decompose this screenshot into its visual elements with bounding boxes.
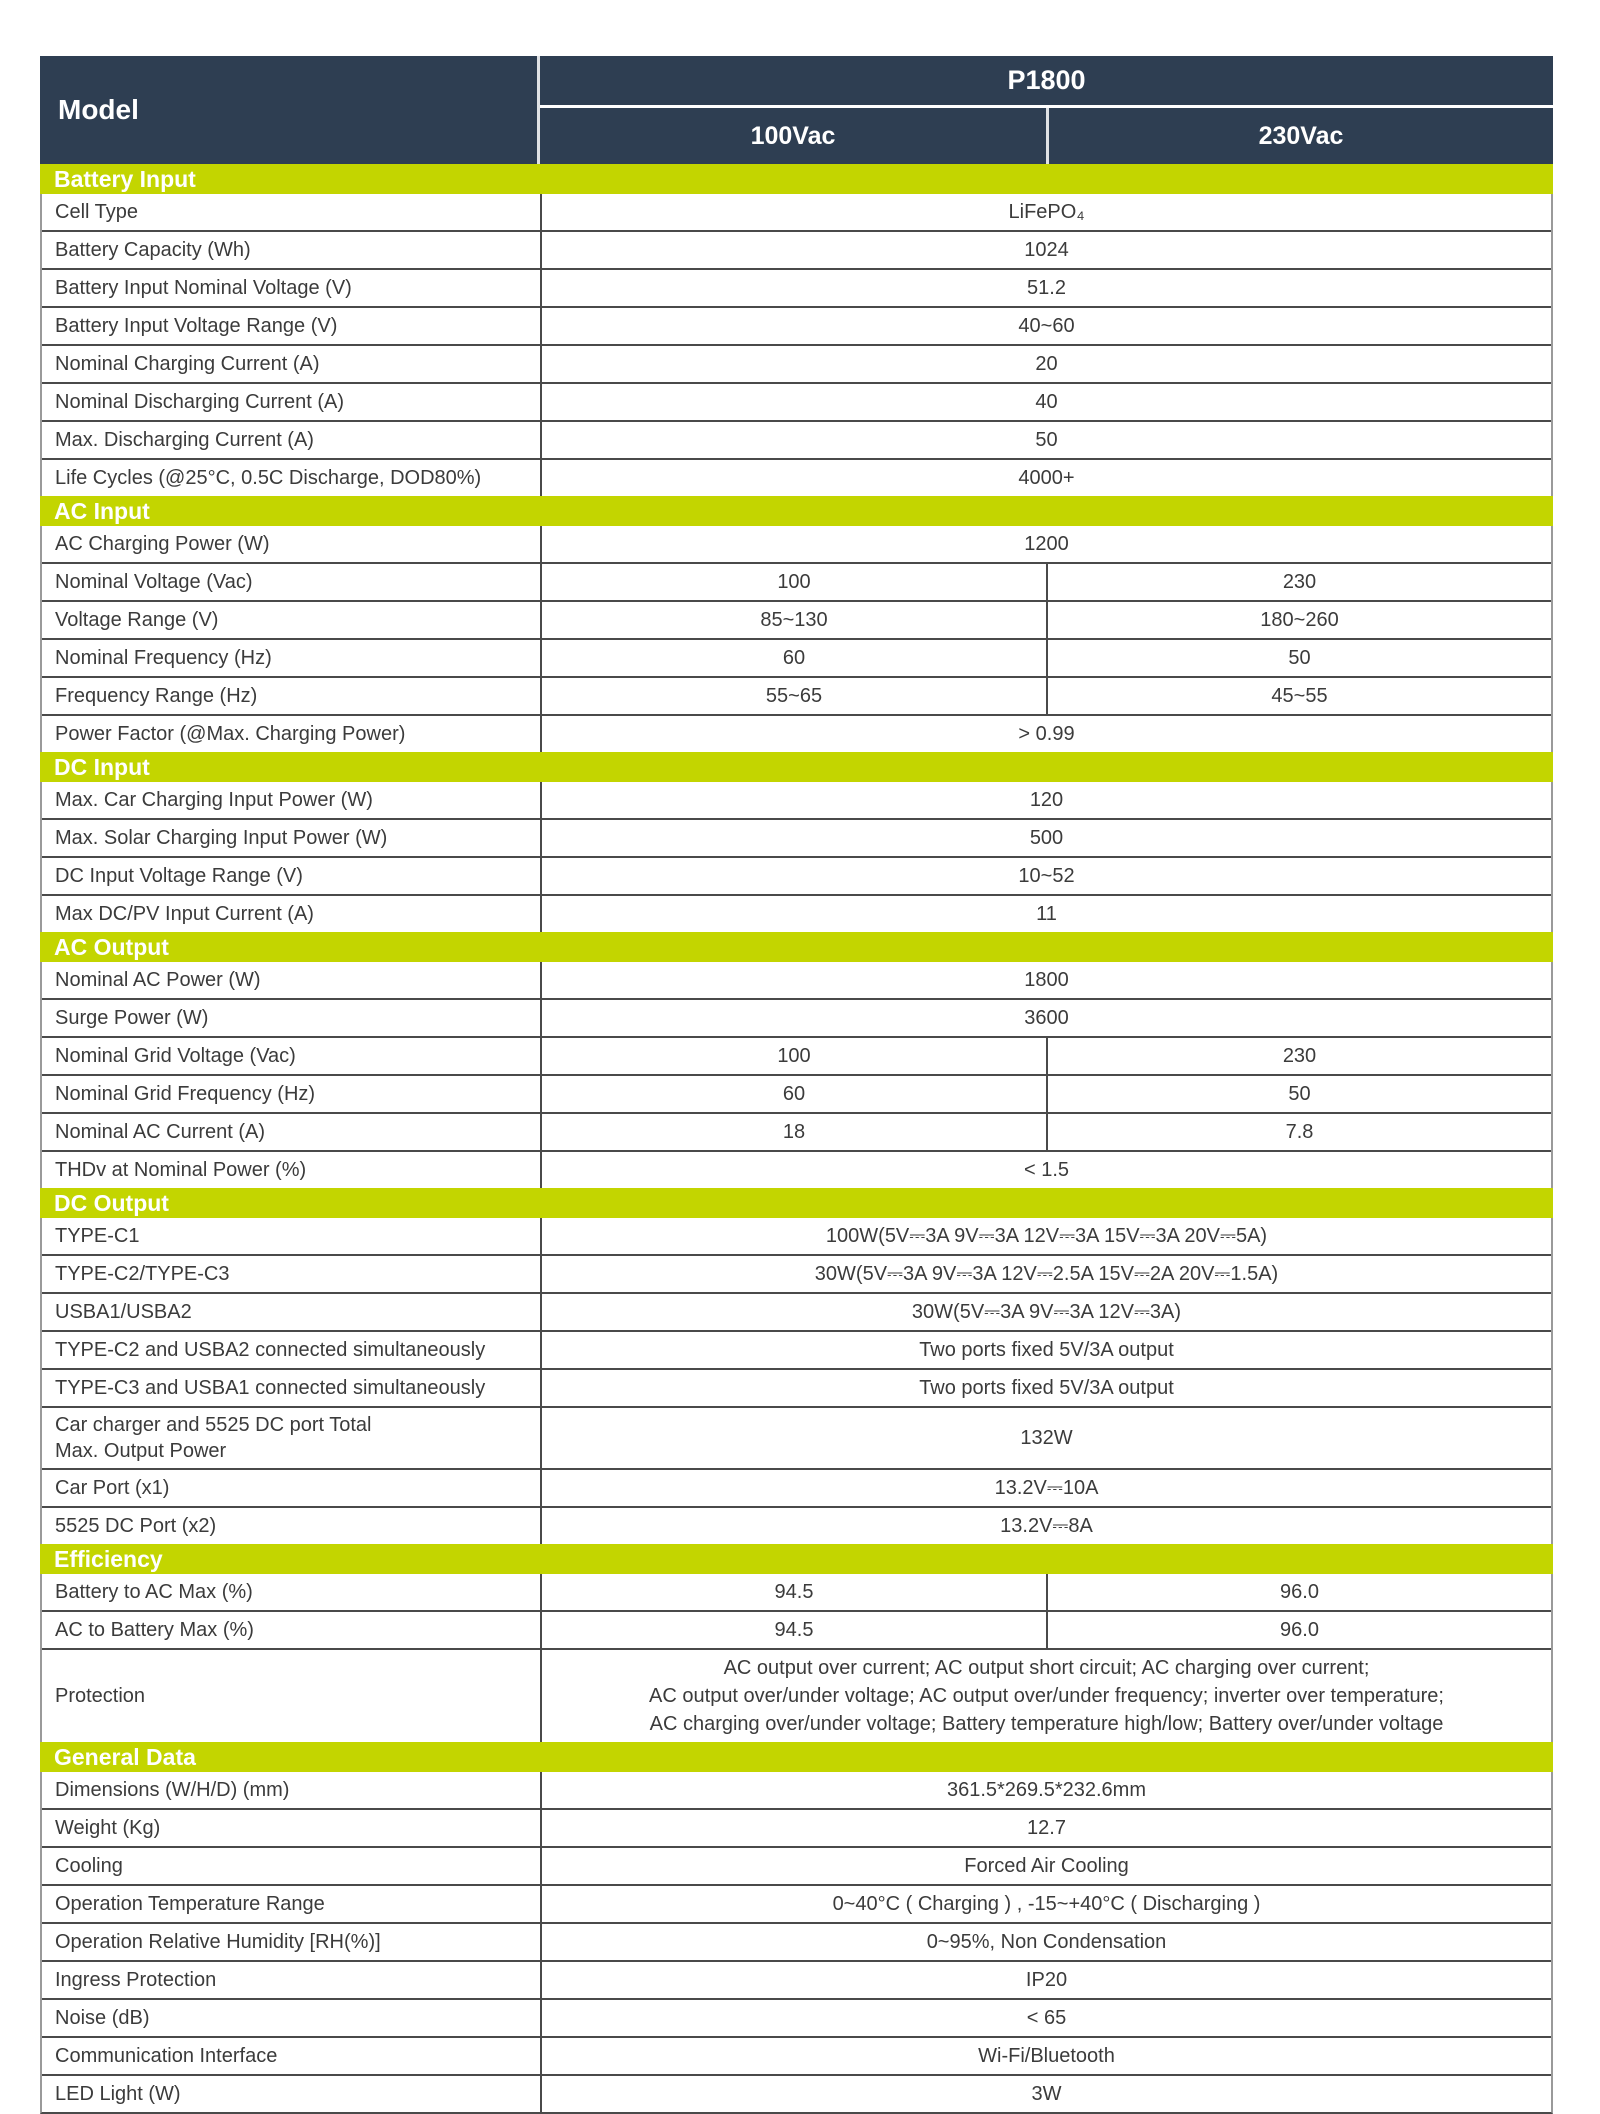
spec-row-max-discharging-current-a xyxy=(42,420,1551,458)
spec-label: AC to Battery Max (%) xyxy=(42,1612,542,1648)
spec-row-nominal-discharging-current-a xyxy=(42,382,1551,420)
spec-label: Operation Relative Humidity [RH(%)] xyxy=(42,1924,542,1960)
spec-value-230vac: 96.0 xyxy=(1280,1581,1319,1603)
spec-label: 5525 DC Port (x2) xyxy=(42,1508,542,1544)
section-header-efficiency: Efficiency xyxy=(40,1544,1553,1574)
spec-value-230vac: 45~55 xyxy=(1271,685,1328,707)
spec-value: 3600 xyxy=(1024,1007,1069,1029)
spec-row-communication-interface xyxy=(42,2036,1551,2074)
spec-value: < 65 xyxy=(1026,2007,1067,2029)
spec-row-surge-power-w xyxy=(42,998,1551,1036)
spec-value-230vac: 50 xyxy=(1288,1083,1311,1105)
spec-row-thdv-at-nominal-power xyxy=(42,1150,1551,1188)
spec-row-battery-to-ac-max xyxy=(42,1574,1551,1610)
spec-label: Max. Discharging Current (A) xyxy=(42,422,542,458)
spec-row-dimensions-w-h-d-mm xyxy=(42,1772,1551,1808)
spec-label: Cell Type xyxy=(42,194,542,230)
spec-value: 361.5*269.5*232.6mm xyxy=(946,1779,1147,1801)
spec-value: 120 xyxy=(1029,789,1064,811)
spec-label: Nominal AC Current (A) xyxy=(42,1114,542,1150)
spec-row-type-c2-type-c3 xyxy=(42,1254,1551,1292)
spec-value-100vac: 55~65 xyxy=(542,678,1048,714)
spec-value: 30W(5V⎓3A 9V⎓3A 12V⎓3A) xyxy=(911,1301,1182,1323)
spec-row-ac-charging-power-w xyxy=(42,526,1551,562)
spec-row-cell-type xyxy=(42,194,1551,230)
section-header-ac-input: AC Input xyxy=(40,496,1553,526)
spec-value: IP20 xyxy=(1025,1969,1068,1991)
spec-row-max-dc-pv-input-current-a xyxy=(42,894,1551,932)
spec-row-type-c2-and-usba2-connected-simultaneously xyxy=(42,1330,1551,1368)
spec-label: Max. Solar Charging Input Power (W) xyxy=(42,820,542,856)
spec-value-100vac: 94.5 xyxy=(542,1574,1048,1610)
spec-label: Nominal AC Power (W) xyxy=(42,962,542,998)
spec-row-car-charger-and-5525-dc-port-total xyxy=(42,1406,1551,1468)
table-body xyxy=(40,164,1553,2114)
spec-label: Car Port (x1) xyxy=(42,1470,542,1506)
spec-label: Battery Input Nominal Voltage (V) xyxy=(42,270,542,306)
spec-row-ingress-protection xyxy=(42,1960,1551,1998)
spec-row-5525-dc-port-x2 xyxy=(42,1506,1551,1544)
spec-label: Noise (dB) xyxy=(42,2000,542,2036)
spec-value-230vac: 96.0 xyxy=(1280,1619,1319,1641)
spec-row-cooling xyxy=(42,1846,1551,1884)
section-header-general-data: General Data xyxy=(40,1742,1553,1772)
spec-label: TYPE-C3 and USBA1 connected simultaneously xyxy=(42,1370,542,1406)
spec-value: 13.2V⎓8A xyxy=(1000,1515,1093,1537)
spec-row-led-light-w xyxy=(42,2074,1551,2112)
spec-table xyxy=(40,56,1553,2114)
spec-label: Dimensions (W/H/D) (mm) xyxy=(42,1772,542,1808)
spec-value: 40 xyxy=(1035,391,1058,413)
spec-row-nominal-voltage-vac xyxy=(42,562,1551,600)
spec-label: Nominal Discharging Current (A) xyxy=(42,384,542,420)
spec-row-type-c3-and-usba1-connected-simultaneously xyxy=(42,1368,1551,1406)
spec-label: TYPE-C1 xyxy=(42,1218,542,1254)
spec-value: 0~95%, Non Condensation xyxy=(926,1931,1167,1953)
spec-value: Wi-Fi/Bluetooth xyxy=(978,2045,1115,2067)
spec-label: Weight (Kg) xyxy=(42,1810,542,1846)
spec-value: LiFePO₄ xyxy=(1008,201,1085,223)
spec-row-max-solar-charging-input-power-w xyxy=(42,818,1551,856)
spec-label: DC Input Voltage Range (V) xyxy=(42,858,542,894)
spec-label: Communication Interface xyxy=(42,2038,542,2074)
spec-label: Power Factor (@Max. Charging Power) xyxy=(42,716,542,752)
spec-value: Two ports fixed 5V/3A output xyxy=(919,1339,1174,1361)
spec-value-100vac: 85~130 xyxy=(542,602,1048,638)
spec-row-nominal-grid-voltage-vac xyxy=(42,1036,1551,1074)
spec-value: 12.7 xyxy=(1027,1817,1066,1839)
spec-label: Life Cycles (@25°C, 0.5C Discharge, DOD80%) xyxy=(42,460,542,496)
spec-label: Nominal Frequency (Hz) xyxy=(42,640,542,676)
spec-row-nominal-ac-power-w xyxy=(42,962,1551,998)
spec-label: Nominal Charging Current (A) xyxy=(42,346,542,382)
spec-value: Two ports fixed 5V/3A output xyxy=(919,1377,1174,1399)
spec-row-operation-relative-humidity-rh xyxy=(42,1922,1551,1960)
spec-row-nominal-ac-current-a xyxy=(42,1112,1551,1150)
spec-value: 11 xyxy=(1036,903,1057,925)
spec-value: 0~40°C ( Charging ) , -15~+40°C ( Discharging ) xyxy=(832,1893,1261,1915)
spec-row-operation-temperature-range xyxy=(42,1884,1551,1922)
spec-row-ac-to-battery-max xyxy=(42,1610,1551,1648)
spec-row-usba1-usba2 xyxy=(42,1292,1551,1330)
spec-value: 132W xyxy=(1020,1427,1073,1449)
spec-row-battery-input-voltage-range-v xyxy=(42,306,1551,344)
spec-label: Car charger and 5525 DC port Total Max. Output Power xyxy=(42,1408,542,1468)
spec-label: Ingress Protection xyxy=(42,1962,542,1998)
spec-label: TYPE-C2 and USBA2 connected simultaneously xyxy=(42,1332,542,1368)
spec-label: Operation Temperature Range xyxy=(42,1886,542,1922)
spec-value: 500 xyxy=(1029,827,1064,849)
spec-value: 20 xyxy=(1035,353,1058,375)
spec-label: Surge Power (W) xyxy=(42,1000,542,1036)
spec-value: 1024 xyxy=(1024,239,1069,261)
product-name: P1800 xyxy=(540,56,1553,108)
spec-value-230vac: 180~260 xyxy=(1260,609,1339,631)
section-header-ac-output: AC Output xyxy=(40,932,1553,962)
spec-value-100vac: 60 xyxy=(542,640,1048,676)
spec-value: > 0.99 xyxy=(1018,723,1075,745)
spec-label: TYPE-C2/TYPE-C3 xyxy=(42,1256,542,1292)
spec-value: 13.2V⎓10A xyxy=(994,1477,1099,1499)
section-header-battery-input: Battery Input xyxy=(40,164,1553,194)
spec-label: Battery Capacity (Wh) xyxy=(42,232,542,268)
section-header-dc-output: DC Output xyxy=(40,1188,1553,1218)
spec-label: Frequency Range (Hz) xyxy=(42,678,542,714)
spec-value-230vac: 50 xyxy=(1288,647,1311,669)
spec-value: 51.2 xyxy=(1027,277,1066,299)
spec-label: Battery to AC Max (%) xyxy=(42,1574,542,1610)
spec-row-dc-input-voltage-range-v xyxy=(42,856,1551,894)
spec-value: 3W xyxy=(1031,2083,1062,2105)
spec-row-noise-db xyxy=(42,1998,1551,2036)
spec-value: 100W(5V⎓3A 9V⎓3A 12V⎓3A 15V⎓3A 20V⎓5A) xyxy=(825,1225,1268,1247)
spec-value-100vac: 94.5 xyxy=(542,1612,1048,1648)
spec-value-230vac: 230 xyxy=(1282,1045,1317,1067)
spec-label: Nominal Voltage (Vac) xyxy=(42,564,542,600)
spec-row-battery-capacity-wh xyxy=(42,230,1551,268)
spec-value: 40~60 xyxy=(1018,315,1075,337)
spec-row-power-factor-max-charging-power xyxy=(42,714,1551,752)
spec-value-100vac: 60 xyxy=(542,1076,1048,1112)
voltage-column-headers xyxy=(540,108,1553,164)
spec-row-protection xyxy=(42,1648,1551,1742)
spec-row-nominal-grid-frequency-hz xyxy=(42,1074,1551,1112)
spec-row-car-port-x1 xyxy=(42,1468,1551,1506)
spec-label: LED Light (W) xyxy=(42,2076,542,2112)
spec-value: 1800 xyxy=(1024,969,1069,991)
spec-row-battery-input-nominal-voltage-v xyxy=(42,268,1551,306)
spec-value: Forced Air Cooling xyxy=(964,1855,1129,1877)
spec-value: 10~52 xyxy=(1018,865,1075,887)
spec-value: 4000+ xyxy=(1018,467,1075,489)
spec-label: THDv at Nominal Power (%) xyxy=(42,1152,542,1188)
spec-label: Nominal Grid Frequency (Hz) xyxy=(42,1076,542,1112)
spec-row-frequency-range-hz xyxy=(42,676,1551,714)
spec-label: Nominal Grid Voltage (Vac) xyxy=(42,1038,542,1074)
spec-value-100vac: 100 xyxy=(542,1038,1048,1074)
spec-row-nominal-frequency-hz xyxy=(42,638,1551,676)
spec-label: Battery Input Voltage Range (V) xyxy=(42,308,542,344)
spec-row-life-cycles-25-c-0-5c-discharge-dod80 xyxy=(42,458,1551,496)
spec-value-100vac: 100 xyxy=(542,564,1048,600)
spec-label: AC Charging Power (W) xyxy=(42,526,542,562)
spec-value-230vac: 230 xyxy=(1282,571,1317,593)
spec-label: Cooling xyxy=(42,1848,542,1884)
spec-value: 30W(5V⎓3A 9V⎓3A 12V⎓2.5A 15V⎓2A 20V⎓1.5A) xyxy=(814,1263,1279,1285)
spec-value: < 1.5 xyxy=(1023,1159,1070,1181)
spec-value-230vac: 7.8 xyxy=(1285,1121,1314,1143)
column-header-100vac: 100Vac xyxy=(750,121,836,150)
spec-value: 1200 xyxy=(1024,533,1069,555)
spec-row-max-car-charging-input-power-w xyxy=(42,782,1551,818)
spec-row-type-c1 xyxy=(42,1218,1551,1254)
spec-label: Protection xyxy=(42,1650,542,1742)
section-header-dc-input: DC Input xyxy=(40,752,1553,782)
spec-row-nominal-charging-current-a xyxy=(42,344,1551,382)
column-header-230vac: 230Vac xyxy=(1046,108,1553,164)
spec-row-weight-kg xyxy=(42,1808,1551,1846)
spec-value-100vac: 18 xyxy=(542,1114,1048,1150)
spec-label: Voltage Range (V) xyxy=(42,602,542,638)
spec-value: 50 xyxy=(1035,429,1058,451)
spec-label: USBA1/USBA2 xyxy=(42,1294,542,1330)
spec-value: AC output over current; AC output short circuit; AC charging over current; AC output over/under voltage; AC output over/under frequency; inverter over temperature; AC charging over/under voltage; Battery temperature high/low; Battery over/under voltage xyxy=(649,1657,1444,1735)
spec-label: Max. Car Charging Input Power (W) xyxy=(42,782,542,818)
model-header-cell: Model xyxy=(40,56,540,164)
table-header xyxy=(40,56,1553,164)
spec-row-voltage-range-v xyxy=(42,600,1551,638)
spec-label: Max DC/PV Input Current (A) xyxy=(42,896,542,932)
